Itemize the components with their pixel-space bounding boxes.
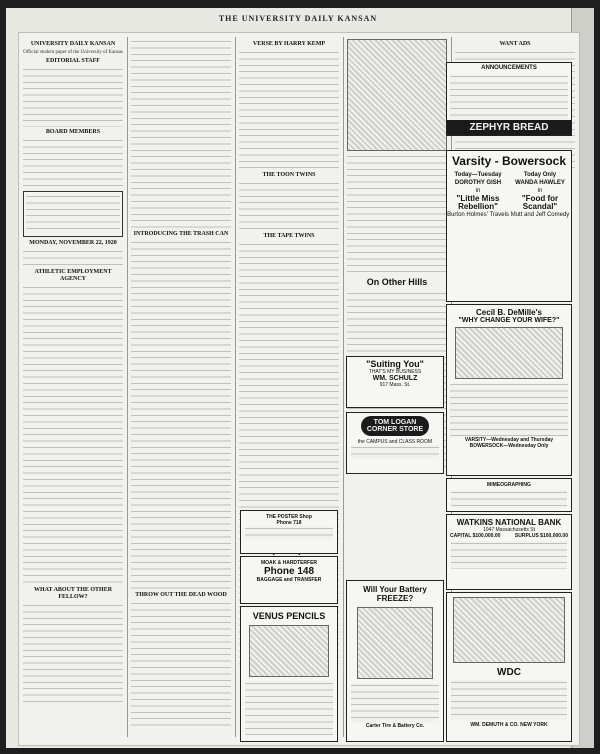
want-ads-heading: WANT ADS (499, 41, 531, 47)
athletic-employment-heading: ATHLETIC EMPLOYMENT AGENCY (34, 269, 112, 282)
nameplate: UNIVERSITY DAILY KANSAN (30, 41, 116, 47)
staff-list (23, 67, 123, 127)
verse-heading: VERSE BY HARRY KEMP (252, 41, 326, 47)
trash-can-text (131, 240, 231, 590)
editorial-text (131, 39, 231, 229)
other-fellow-heading: WHAT ABOUT THE OTHER FELLOW? (33, 587, 113, 600)
date-line: MONDAY, NOVEMBER 22, 1920 (29, 240, 117, 246)
trash-can-heading: INTRODUCING THE TRASH CAN (133, 231, 229, 237)
dead-wood-heading: THROW OUT THE DEAD WOOD (135, 592, 227, 598)
battery-illustration (357, 607, 433, 679)
athletic-article-text (23, 285, 123, 585)
verse-text (239, 50, 339, 170)
varsity-bowersock-title: Varsity - Bowersock (451, 154, 567, 168)
column-rule (343, 37, 344, 737)
toon-twins-heading: THE TOON TWINS (262, 172, 316, 178)
board-members-heading: BOARD MEMBERS (45, 129, 101, 135)
schulz-tailor-ad: "Suiting You" THAT'S MY BUSINESS WM. SCHULZ 917 Mass. St. (346, 356, 444, 408)
film-still-illustration (455, 327, 563, 379)
announcements-block (446, 62, 572, 136)
transfer-ad: MOAK & HARDTERFER Phone 148 BAGGAGE and TRANSFER (240, 556, 338, 604)
mimeographing-ad: MIMEOGRAPHING (446, 478, 572, 512)
poster-shop-ad: THE POSTER Shop Phone 718 (240, 510, 338, 554)
varsity-today: Today—Tuesday DOROTHY GISH in "Little Miss Rebellion" Burton Holmes' Travels (447, 172, 509, 218)
pencil-illustration (249, 625, 329, 677)
column-rule (127, 37, 128, 737)
column-text (347, 154, 447, 274)
column-editorial (23, 39, 123, 739)
demille-film-ad: Cecil B. DeMille's "WHY CHANGE YOUR WIFE?" VARSITY—Wednesday and Thursday BOWERSOCK—Wednesday Only (446, 304, 572, 476)
lead-text (23, 249, 123, 267)
cartoon-illustration (347, 39, 447, 151)
editorial-staff-heading: EDITORIAL STAFF (46, 58, 100, 64)
tape-twins-heading: THE TAPE TWINS (263, 233, 315, 239)
notice-box (23, 191, 123, 237)
column-rule (235, 37, 236, 737)
zephyr-bread-ad: ZEPHYR BREAD (447, 120, 571, 135)
dead-wood-text (131, 601, 231, 731)
toon-twins-text (239, 181, 339, 231)
column-articles (131, 39, 231, 739)
wdc-pipe-ad: WDC WM. DEMUTH & CO. NEW YORK (446, 592, 572, 742)
bowersock-today: Today Only WANDA HAWLEY in "Food for Scandal" Mutt and Jeff Comedy (510, 172, 570, 218)
tom-logan-ad: TOM LOGAN CORNER STORE the CAMPUS and CLASS ROOM (346, 412, 444, 474)
masthead: THE UNIVERSITY DAILY KANSAN (218, 14, 378, 23)
varsity-bowersock-ad (446, 150, 572, 302)
pipe-illustration (453, 597, 565, 663)
tape-twins-text (239, 242, 339, 542)
other-fellow-text (23, 603, 123, 703)
nameplate-subtitle: Official student paper of the University of Kansas (23, 50, 123, 55)
venus-pencils-ad: VENUS PENCILS (240, 606, 338, 742)
on-other-hills-heading: On Other Hills (366, 277, 428, 287)
board-list (23, 138, 123, 188)
watkins-bank-ad: WATKINS NATIONAL BANK 1047 Massachusetts St CAPITAL $100,000.00 SURPLUS $100,000.00 (446, 514, 572, 590)
battery-ad: Will Your Battery FREEZE? Carter Tire & Battery Co. (346, 580, 444, 742)
announcements-heading: ANNOUNCEMENTS (481, 65, 537, 71)
